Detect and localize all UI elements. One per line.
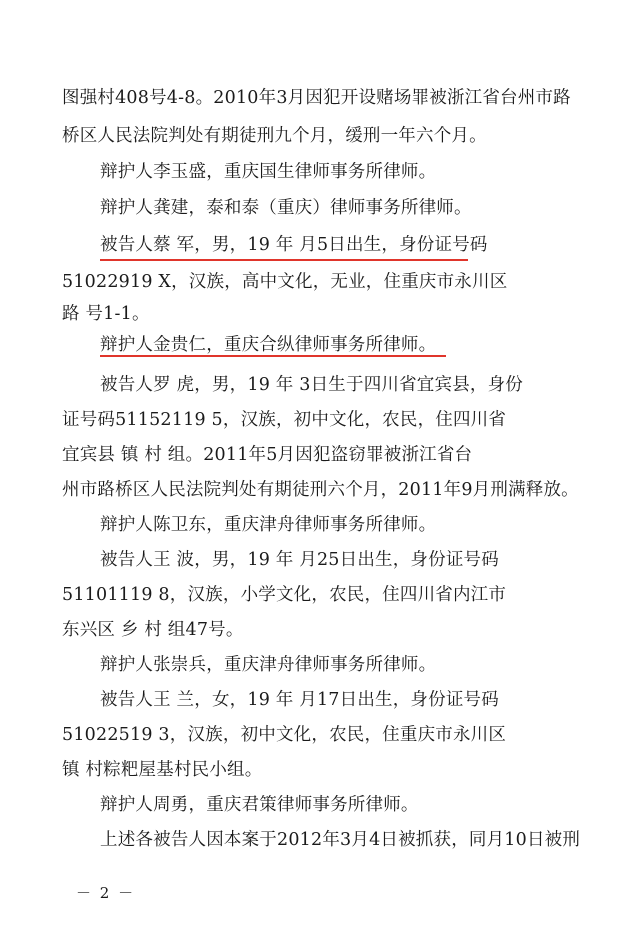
text-line-17: 辩护人张崇兵，重庆津舟律师事务所律师。 [100,655,437,675]
text-line-15: 51101119 8，汉族，小学文化，农民，住四川省内江市 [62,585,507,605]
text-line-19: 51022519 3，汉族，初中文化，农民，住重庆市永川区 [62,725,507,745]
text-line-3: 辩护人李玉盛，重庆国生律师事务所律师。 [100,162,437,182]
text-line-10: 证号码51152119 5，汉族，初中文化，农民，住四川省 [62,410,507,430]
text-line-16: 东兴区 乡 村 组47号。 [62,620,244,640]
text-line-22: 上述各被告人因本案于2012年3月4日被抓获，同月10日被刑 [100,830,581,850]
text-line-4: 辩护人龚建，泰和泰（重庆）律师事务所律师。 [100,198,472,218]
text-line-20: 镇 村粽粑屋基村民小组。 [62,760,263,780]
text-line-7: 路 号1-1。 [62,304,150,324]
text-line-6: 51022919 X，汉族，高中文化，无业，住重庆市永川区 [62,272,508,292]
text-line-21: 辩护人周勇，重庆君策律师事务所律师。 [100,795,419,815]
text-line-2: 桥区人民法院判处有期徒刑九个月，缓刑一年六个月。 [62,126,487,146]
text-line-18: 被告人王 兰，女，19 年 月17日出生，身份证号码 [100,690,499,710]
red-underline-2 [100,355,446,357]
text-line-12: 州市路桥区人民法院判处有期徒刑六个月，2011年9月刑满释放。 [62,480,579,500]
text-line-14: 被告人王 波，男，19 年 月25日出生，身份证号码 [100,550,499,570]
text-line-9: 被告人罗 虎，男，19 年 3日生于四川省宜宾县，身份 [100,375,523,395]
text-line-5: 被告人蔡 军，男，19 年 月5日出生，身份证号码 [100,235,488,255]
text-line-8: 辩护人金贵仁，重庆合纵律师事务所律师。 [100,335,437,355]
page-number: － 2 － [76,884,136,902]
text-line-1: 图强村408号4-8。2010年3月因犯开设赌场罪被浙江省台州市路 [62,88,571,108]
text-line-13: 辩护人陈卫东，重庆津舟律师事务所律师。 [100,515,437,535]
text-line-11: 宜宾县 镇 村 组。2011年5月因犯盗窃罪被浙江省台 [62,445,473,465]
red-underline-1 [100,259,468,261]
